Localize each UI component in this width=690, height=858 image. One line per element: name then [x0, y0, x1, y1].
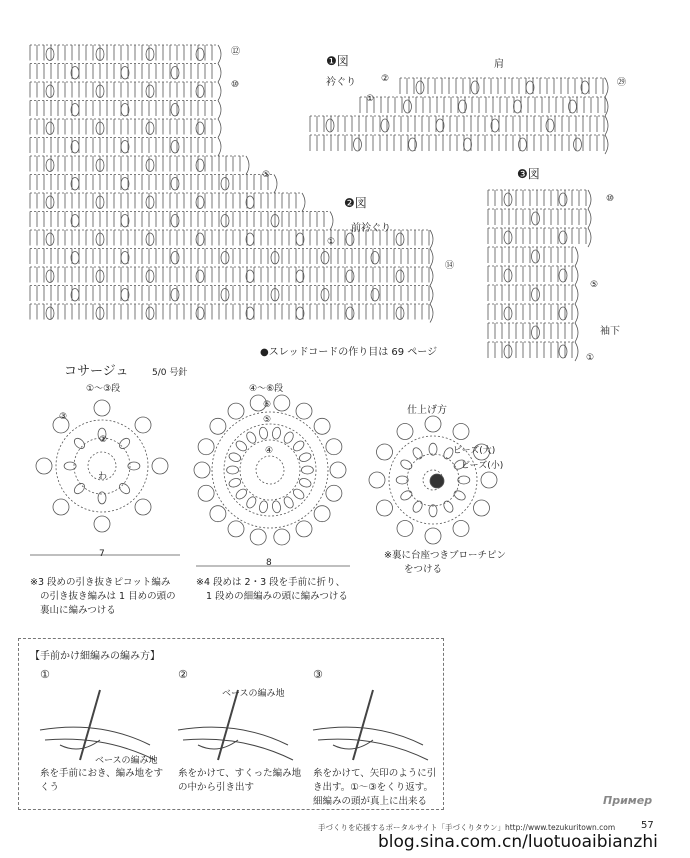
motif-petal	[377, 444, 393, 460]
motif-shell	[228, 477, 242, 489]
step-1-number: ①	[40, 668, 50, 681]
shell-stitch	[346, 233, 354, 246]
shell-stitch	[464, 138, 472, 151]
motif-petal	[326, 439, 342, 455]
turning-chain	[575, 266, 578, 285]
motif-shell	[429, 443, 437, 455]
fig3-row-5: ⑤	[590, 280, 599, 290]
motif-petal	[397, 520, 413, 536]
corsage-title: コサージュ	[64, 364, 129, 379]
motif-petal	[135, 417, 151, 433]
shell-stitch	[196, 196, 204, 209]
blog-watermark: blog.sina.com.cn/luotuoaibianzhi	[378, 832, 658, 852]
page-number: 57	[641, 820, 654, 831]
motif-shell	[98, 492, 106, 504]
motif-shell	[411, 446, 424, 460]
motif-petal	[94, 400, 110, 416]
shell-stitch	[321, 252, 329, 265]
row-label-12: ⑫	[231, 47, 241, 57]
shell-stitch	[404, 100, 412, 113]
shell-stitch	[146, 233, 154, 246]
shell-stitch	[196, 122, 204, 135]
fig1-row-29: ㉙	[617, 78, 627, 88]
fig3-title: ❸図	[517, 167, 540, 181]
shell-stitch	[146, 196, 154, 209]
howto-title: 【手前かけ細編みの編み方】	[30, 651, 160, 662]
corsage-needle: 5/0 号針	[152, 368, 188, 378]
motif-shell	[245, 430, 258, 444]
step-3-number: ③	[313, 668, 323, 681]
shell-stitch	[396, 307, 404, 320]
motif-petal	[194, 462, 210, 478]
motif-petal	[210, 506, 226, 522]
motif-ring	[74, 438, 130, 494]
turning-chain	[218, 64, 221, 83]
turning-chain	[575, 323, 578, 342]
motif-petal	[296, 521, 312, 537]
motif-shell	[396, 476, 408, 484]
motif-shell	[429, 505, 437, 517]
shell-stitch	[396, 270, 404, 283]
motif-petal	[274, 529, 290, 545]
row-label-10: ⑩	[231, 80, 240, 90]
motif-shell	[399, 458, 413, 471]
motif-shell	[234, 487, 248, 501]
shell-stitch	[381, 119, 389, 132]
turning-chain	[588, 228, 591, 247]
motif-shell	[442, 499, 455, 513]
step-2-base-label: ベースの編み地	[222, 689, 285, 699]
shell-stitch	[326, 119, 334, 132]
turning-chain	[218, 45, 221, 64]
fig1-shoulder-label: 肩	[494, 59, 504, 70]
shell-stitch	[559, 307, 567, 320]
motif-petal	[53, 499, 69, 515]
turning-chain	[430, 230, 433, 249]
motif-petal	[250, 529, 266, 545]
motif-petal	[397, 424, 413, 440]
fig2-row-1: ①	[327, 237, 336, 247]
shell-stitch	[559, 193, 567, 206]
shell-stitch	[146, 307, 154, 320]
motif-shell	[301, 466, 313, 474]
motif-shell	[259, 427, 269, 440]
shell-stitch	[146, 85, 154, 98]
shell-stitch	[504, 231, 512, 244]
step-1-text: 糸を手前におき、編み地をす くう	[40, 768, 164, 793]
motif-shell	[291, 439, 305, 453]
motif-shell	[117, 481, 131, 495]
motif-petal	[296, 403, 312, 419]
turning-chain	[575, 304, 578, 323]
shell-stitch	[221, 289, 229, 302]
fig3-sleeve-label: 袖下	[600, 326, 620, 337]
motif-ring	[56, 420, 148, 512]
shell-stitch	[559, 269, 567, 282]
shell-stitch	[46, 85, 54, 98]
motif-ring	[256, 456, 284, 484]
motif-petal	[330, 462, 346, 478]
step-2-number: ②	[178, 668, 188, 681]
turning-chain	[605, 135, 608, 154]
motif-ring	[224, 424, 316, 516]
fig1-row-2: ②	[381, 74, 390, 84]
turning-chain	[330, 212, 333, 231]
shell-stitch	[471, 81, 479, 94]
thread-note: ●スレッドコードの作り目は 69 ページ	[260, 347, 438, 358]
step-2-text: 糸をかけて、すくった編み地 の中から引き出す	[178, 768, 302, 793]
shell-stitch	[221, 178, 229, 191]
motif-shell	[228, 451, 242, 463]
motif-petal	[228, 403, 244, 419]
turning-chain	[588, 209, 591, 228]
motif2-row-5: ⑤	[263, 415, 272, 425]
shell-stitch	[171, 252, 179, 265]
step-1-base-label: ベースの編み地	[95, 756, 158, 766]
motif-shell	[411, 499, 424, 513]
motif-petal	[473, 500, 489, 516]
shell-stitch	[546, 119, 554, 132]
shell-stitch	[46, 159, 54, 172]
motif1-row-2: ②	[99, 435, 108, 445]
turning-chain	[588, 190, 591, 209]
shell-stitch	[171, 104, 179, 117]
motif-petal	[369, 472, 385, 488]
shell-stitch	[321, 289, 329, 302]
bead-large	[430, 474, 444, 488]
shell-stitch	[196, 48, 204, 61]
shell-stitch	[146, 270, 154, 283]
fig1-row-1: ①	[366, 94, 375, 104]
fig1-neckline-label: 衿ぐり	[326, 77, 356, 88]
motif-shell	[298, 477, 312, 489]
motif-petal	[94, 516, 110, 532]
bead-small-label: ビーズ(小)	[461, 461, 504, 471]
motif-petal	[135, 499, 151, 515]
motif-shell	[282, 495, 295, 509]
motif1-row-3: ③	[59, 412, 68, 422]
motif-petal	[198, 485, 214, 501]
motif-shell	[234, 439, 248, 453]
fig3-row-10: ⑩	[606, 194, 615, 204]
motif-shell	[291, 487, 305, 501]
shell-stitch	[504, 307, 512, 320]
turning-chain	[430, 249, 433, 268]
motif-shell	[272, 427, 282, 440]
shell-stitch	[559, 231, 567, 244]
motif-shell	[452, 489, 466, 502]
shell-stitch	[532, 250, 540, 263]
shell-stitch	[346, 307, 354, 320]
corsage-note-1: ※3 段めの引き抜きピコット編み の引き抜き編みは 1 目めの頭の 裏山に編みつける	[30, 577, 176, 616]
shell-stitch	[396, 233, 404, 246]
turning-chain	[430, 304, 433, 323]
shell-stitch	[514, 100, 522, 113]
shell-stitch	[196, 159, 204, 172]
turning-chain	[218, 101, 221, 120]
shell-stitch	[559, 345, 567, 358]
motif-shell	[72, 481, 86, 495]
fig1-title: ❶図	[326, 54, 349, 68]
motif-petal	[326, 485, 342, 501]
turning-chain	[575, 342, 578, 361]
shell-stitch	[46, 48, 54, 61]
motif-petal	[36, 458, 52, 474]
motif-petal	[198, 439, 214, 455]
motif-shell	[282, 430, 295, 444]
motif1-rows-label: ①〜③段	[86, 384, 121, 394]
turning-chain	[218, 82, 221, 101]
motif2-row-6: ⑥	[263, 400, 272, 410]
motif-shell	[227, 466, 239, 474]
turning-chain	[575, 285, 578, 304]
shell-stitch	[146, 48, 154, 61]
shell-stitch	[196, 233, 204, 246]
turning-chain	[218, 138, 221, 157]
motif2-row-4: ④	[265, 446, 274, 456]
shell-stitch	[46, 196, 54, 209]
fig2-title: ❷図	[344, 196, 367, 210]
bead-large-label: ビーズ(大)	[453, 446, 496, 456]
turning-chain	[605, 78, 608, 97]
primer-watermark: Пример	[603, 794, 653, 807]
shell-stitch	[171, 289, 179, 302]
shell-stitch	[196, 85, 204, 98]
motif2-width: 8	[266, 558, 272, 568]
shell-stitch	[171, 215, 179, 228]
motif-shell	[117, 436, 131, 450]
turning-chain	[575, 247, 578, 266]
motif-petal	[274, 395, 290, 411]
shell-stitch	[371, 252, 379, 265]
shell-stitch	[574, 138, 582, 151]
portal-footer: 手づくりを応援するポータルサイト「手づくりタウン」http://www.tezukuritown.com	[318, 823, 616, 832]
motif-shell	[64, 462, 76, 470]
motif-petal	[314, 506, 330, 522]
fig3-row-1: ①	[586, 353, 595, 363]
motif-petal	[481, 472, 497, 488]
shell-stitch	[504, 345, 512, 358]
turning-chain	[430, 267, 433, 286]
motif-ring	[212, 412, 328, 528]
turning-chain	[605, 97, 608, 116]
motif-petal	[152, 458, 168, 474]
motif-petal	[453, 424, 469, 440]
motif1-width: 7	[99, 549, 105, 559]
turning-chain	[302, 193, 305, 212]
motif-shell	[458, 476, 470, 484]
motif-petal	[228, 521, 244, 537]
motif-petal	[425, 528, 441, 544]
shell-stitch	[504, 269, 512, 282]
motif-petal	[377, 500, 393, 516]
shell-stitch	[46, 122, 54, 135]
turning-chain	[430, 286, 433, 305]
shell-stitch	[416, 81, 424, 94]
shell-stitch	[171, 178, 179, 191]
motif-shell	[245, 495, 258, 509]
motif-shell	[298, 451, 312, 463]
shell-stitch	[196, 307, 204, 320]
shell-stitch	[46, 233, 54, 246]
finish-label: 仕上げ方	[407, 405, 447, 416]
shell-stitch	[171, 67, 179, 80]
shell-stitch	[532, 288, 540, 301]
motif-shell	[272, 500, 282, 513]
shell-stitch	[46, 270, 54, 283]
shell-stitch	[46, 307, 54, 320]
fig2-neckline-label: 前衿ぐり	[351, 223, 391, 234]
turning-chain	[605, 116, 608, 135]
motif-petal	[314, 418, 330, 434]
motif2-rows-label: ④〜⑥段	[249, 384, 284, 394]
turning-chain	[218, 119, 221, 138]
fig2-row-14: ⑭	[445, 261, 455, 271]
shell-stitch	[196, 270, 204, 283]
turning-chain	[274, 175, 277, 194]
shell-stitch	[221, 252, 229, 265]
shell-stitch	[146, 159, 154, 172]
shell-stitch	[346, 270, 354, 283]
shell-stitch	[146, 122, 154, 135]
row-label-5: ⑤	[262, 170, 271, 180]
corsage-note-3: ※裏に台座つきブローチピン をつける	[384, 550, 506, 575]
motif1-ring: わ	[98, 472, 108, 482]
corsage-note-2: ※4 段めは 2・3 段を手前に折り、 1 段めの細編みの頭に編みつける	[196, 577, 348, 602]
shell-stitch	[171, 141, 179, 154]
turning-chain	[246, 156, 249, 175]
motif-petal	[210, 418, 226, 434]
shell-stitch	[504, 193, 512, 206]
shell-stitch	[371, 289, 379, 302]
shell-stitch	[532, 326, 540, 339]
motif-shell	[72, 436, 86, 450]
motif-shell	[259, 500, 269, 513]
step-3-text: 糸をかけて、矢印のように引 き出す。①〜③をくり返す。 細編みの頭が真上に出来る	[313, 768, 437, 807]
motif-petal	[425, 416, 441, 432]
shell-stitch	[354, 138, 362, 151]
motif-shell	[399, 489, 413, 502]
motif-petal	[453, 520, 469, 536]
shell-stitch	[532, 212, 540, 225]
shell-stitch	[221, 215, 229, 228]
